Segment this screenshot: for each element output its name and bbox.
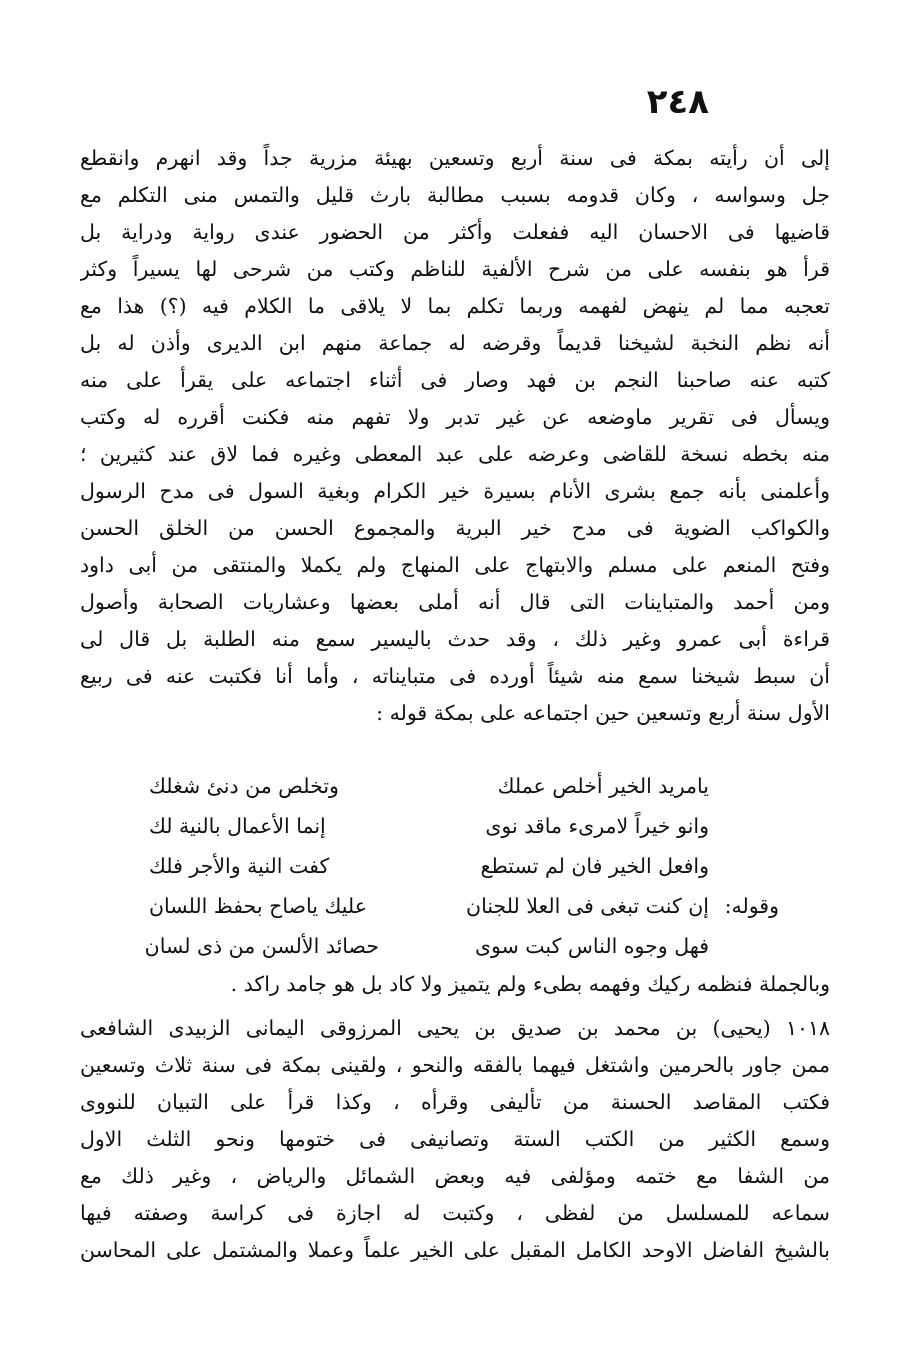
page-number: ٢٤٨ <box>646 82 709 122</box>
verse-second-hemistich: كفت النية والأجر فلك <box>149 854 330 878</box>
verse-first-hemistich: وانو خيراً لامرىء ماقد نوى <box>485 814 709 838</box>
text-line: فكتب المقاصد الحسنة من تأليفى وقرأه ، وكذا قرأ على التبيان للنووى <box>80 1090 830 1114</box>
text-line: تعجبه مما لم ينهض لفهمه وربما تكلم بما لا يلاقى ما الكلام فيه (؟) هذا مع <box>80 294 830 318</box>
text-line: وأعلمنى بأنه جمع بشرى الأنام بسيرة خير الكرام وبغية السول فى مدح الرسول <box>80 479 830 503</box>
text-line: ويسأل فى تقرير ماوضعه عن غير تدبر ولا تفهم منه فكنت أقرره له وكتب <box>80 405 830 429</box>
text-line: ومن أحمد والمتباينات التى قال أنه أملى بعضها وعشاريات الصحابة وأصول <box>80 590 830 614</box>
poem-verse <box>149 848 709 884</box>
text-line: سماعه للمسلسل من لفظى ، وكتبت له اجازة فى كراسة وصفته فيها <box>80 1201 830 1225</box>
poem-verse <box>149 888 709 924</box>
poem-verse <box>149 808 709 844</box>
text-line: إلى أن رأيته بمكة فى سنة أربع وتسعين بهيئة مزرية جداً وقد انهرم وانقطع <box>80 146 830 170</box>
text-line: قاضيها فى الاحسان اليه ففعلت وأكثر من الحضور عندى رواية ودراية بل <box>80 220 830 244</box>
poem-lead-text: وقوله: <box>724 894 779 918</box>
text-line: قراءة أبى عمرو وغير ذلك ، وقد حدث باليسير سمع منه الطلبة بل قال لى <box>80 627 830 651</box>
text-line: ممن جاور بالحرمين واشتغل فيهما بالفقه والنحو ، ولقينى بمكة فى سنة ثلاث وتسعين <box>80 1053 830 1077</box>
text-line: ١٠١٨ (يحيى) بن محمد بن صديق بن يحيى المرزوقى اليمانى الزبيدى الشافعى <box>80 1016 830 1040</box>
text-line: بالشيخ الفاضل الاوحد الكامل المقبل على الخير علماً وعملا والمشتمل على المحاسن <box>80 1238 830 1262</box>
text-line: منه بخطه نسخة للقاضى وعرضه على عبد المعطى وغيره فما لاق عند كثيرين ؛ <box>80 442 830 466</box>
text-line: وفتح المنعم على مسلم والابتهاج على المنهاج ولم يكملا والمنتقى من أبى داود <box>80 553 830 577</box>
verse-second-hemistich: حصائد الألسن من ذى لسان <box>144 934 379 958</box>
verse-second-hemistich: إنما الأعمال بالنية لك <box>149 814 326 838</box>
text-line: أن سبط شيخنا سمع منه شيئاً أورده فى متبايناته ، وأما أنا فكتبت عنه فى ربيع <box>80 664 830 688</box>
text-line: قرأ هو بنفسه على من شرح الألفية للناظم وكتب من شرحى لها يسيراً وكثر <box>80 257 830 281</box>
verse-first-hemistich: يامريد الخير أخلص عملك <box>497 774 709 798</box>
poem-verse <box>149 768 709 804</box>
verse-second-hemistich: عليك ياصاح بحفظ اللسان <box>149 894 367 918</box>
text-line: والكواكب الضوية فى مدح خير البرية والمجموع الحسن من الخلق الحسن <box>80 516 830 540</box>
text-line: وسمع الكثير من الكتب الستة وتصانيفى فى ختومها ونحو الثلث الاول <box>80 1127 830 1151</box>
text-line: وبالجملة فنظمه ركيك وفهمه بطىء ولم يتميز ولا كاد بل هو جامد راكد . <box>230 972 830 996</box>
verse-first-hemistich: إن كنت تبغى فى العلا للجنان <box>466 894 709 918</box>
verse-first-hemistich: فهل وجوه الناس كبت سوى <box>474 934 709 958</box>
text-line: جل وسواسه ، وكان قدومه بسبب مطالبة بارث قليل والتمس منى التكلم مع <box>80 183 830 207</box>
text-line: كتبه عنه صاحبنا النجم بن فهد وصار فى أثناء اجتماعه على يقرأ على منه <box>80 368 830 392</box>
text-line: الأول سنة أربع وتسعين حين اجتماعه على بمكة قوله : <box>376 701 830 725</box>
verse-first-hemistich: وافعل الخير فان لم تستطع <box>480 854 709 878</box>
text-line: أنه نظم النخبة لشيخنا قديماً وقرضه له جماعة منهم ابن الديرى وأذن له بل <box>80 331 830 355</box>
text-line: من الشفا مع ختمه ومؤلفى فيه وبعض الشمائل والرياض ، وغير ذلك مع <box>80 1164 830 1188</box>
verse-second-hemistich: وتخلص من دنئ شغلك <box>149 774 339 798</box>
poem-verse <box>144 928 709 964</box>
